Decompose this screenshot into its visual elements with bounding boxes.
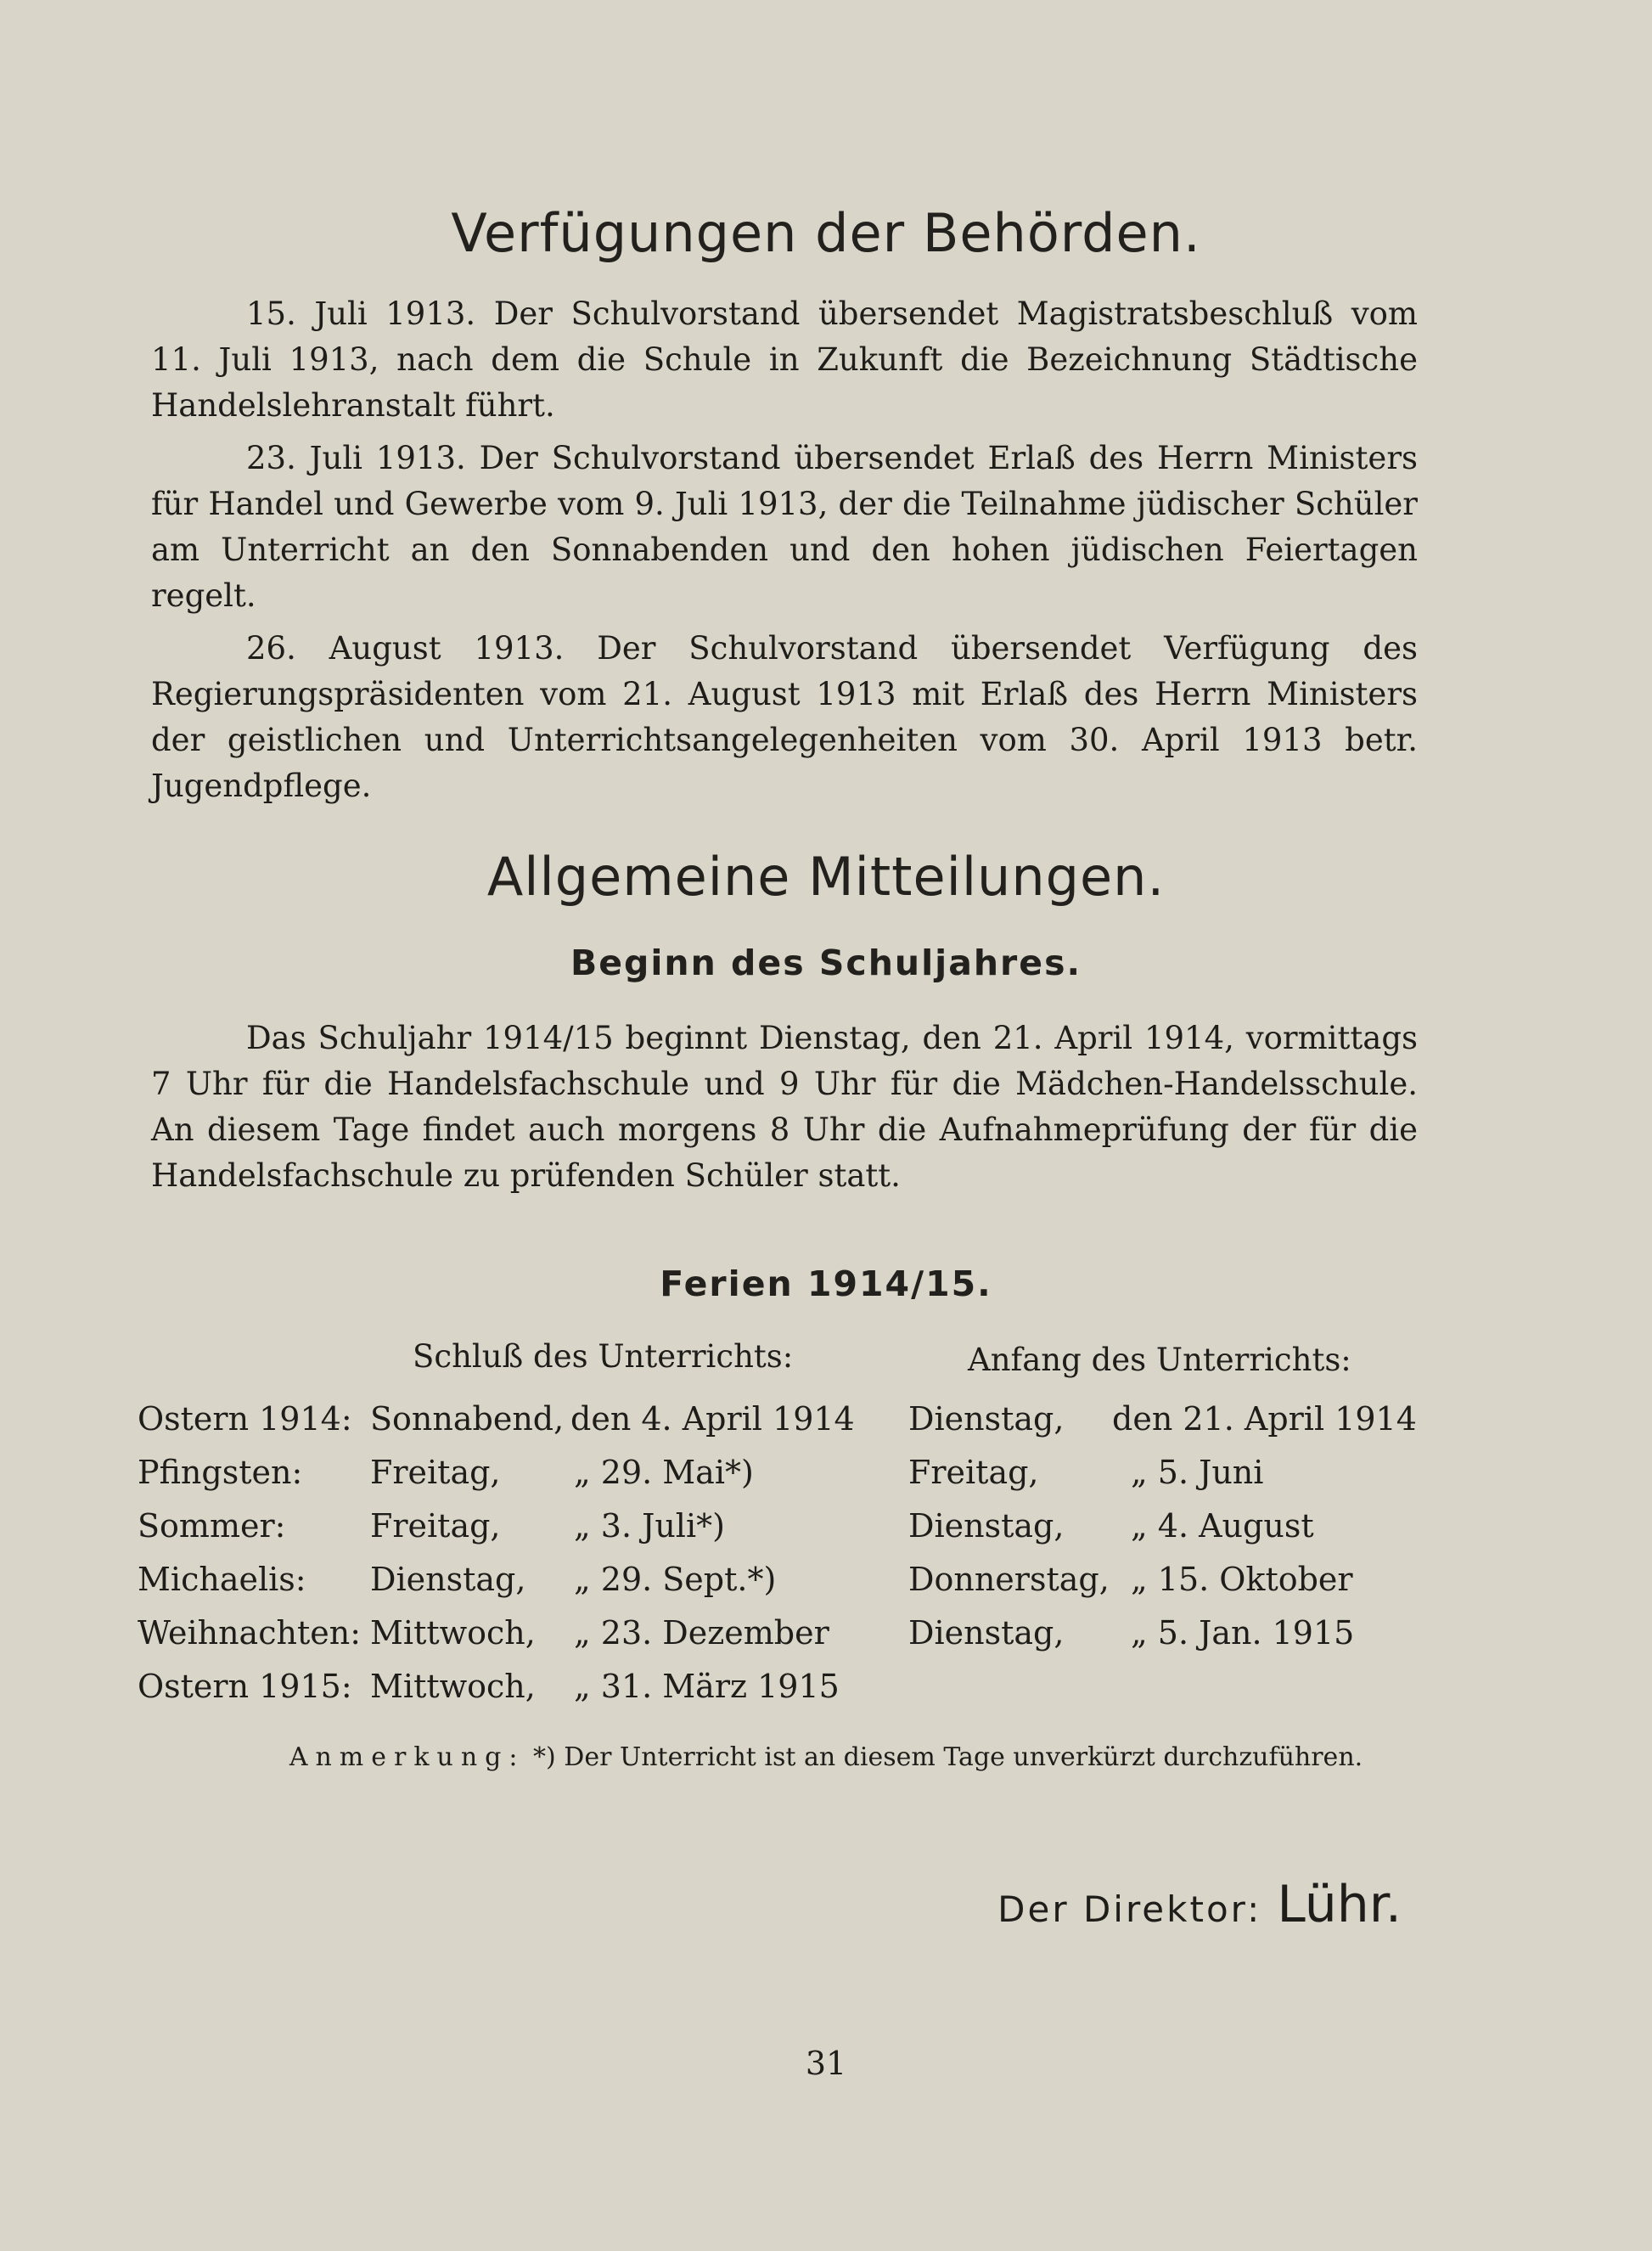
signature-label: Der Direktor: [997, 1888, 1262, 1930]
holiday-name: Michaelis: [138, 1561, 306, 1598]
end-date: „ 29. Sept.*) [574, 1561, 777, 1598]
column-header-anfang: Anfang des Unterrichts: [968, 1342, 1351, 1378]
start-date: „ 15. Oktober [1131, 1561, 1353, 1598]
table-row [0, 1500, 1652, 1552]
signature [997, 1875, 1402, 1934]
holiday-name: Sommer: [138, 1507, 286, 1545]
holiday-name: Ostern 1914: [138, 1400, 352, 1438]
end-date: den 4. April 1914 [570, 1400, 855, 1438]
start-date: „ 5. Jan. 1915 [1131, 1614, 1355, 1652]
table-row [0, 1553, 1652, 1606]
end-date: „ 3. Juli*) [574, 1507, 725, 1545]
start-weekday: Freitag, [908, 1454, 1039, 1491]
start-date: den 21. April 1914 [1112, 1400, 1417, 1438]
end-weekday: Mittwoch, [370, 1668, 536, 1705]
section-title-verfuegungen: Verfügungen der Behörden. [451, 202, 1201, 264]
section-title-mitteilungen: Allgemeine Mitteilungen. [486, 846, 1166, 908]
end-weekday: Mittwoch, [370, 1614, 536, 1652]
decree-entry-2: 23. Juli 1913. Der Schulvorstand übersendet Erlaß des Herrn Ministers für Handel und Gewerbe vom 9. Juli 1913, der die Teilnahme jüdischer Schüler am Unterricht an den Sonnabenden und den hohen jüdischen Feiertagen regelt. [151, 440, 1418, 614]
table-row [0, 1660, 1652, 1713]
end-weekday: Sonnabend, [370, 1400, 565, 1438]
start-date: „ 4. August [1131, 1507, 1314, 1545]
end-weekday: Freitag, [370, 1507, 501, 1545]
footnote-text: *) Der Unterricht ist an diesem Tage unverkürzt durchzuführen. [533, 1742, 1363, 1772]
end-date: „ 29. Mai*) [574, 1454, 754, 1491]
start-weekday: Dienstag, [908, 1507, 1065, 1545]
holiday-name: Ostern 1915: [138, 1668, 352, 1705]
end-weekday: Freitag, [370, 1454, 501, 1491]
decree-entry-1: 15. Juli 1913. Der Schulvorstand übersendet Magistratsbeschluß vom 11. Juli 1913, nach dem die Schule in Zukunft die Bezeichnung Städtische Handelslehranstalt führt. [151, 295, 1418, 424]
start-weekday: Dienstag, [908, 1614, 1065, 1652]
subtitle-ferien: Ferien 1914/15. [660, 1263, 992, 1304]
end-weekday: Dienstag, [370, 1561, 526, 1598]
footnote [0, 1742, 1652, 1772]
start-weekday: Donnerstag, [908, 1561, 1110, 1598]
end-date: „ 23. Dezember [574, 1614, 829, 1652]
start-weekday: Dienstag, [908, 1400, 1065, 1438]
column-header-schluss: Schluß des Unterrichts: [413, 1338, 794, 1375]
table-row [0, 1393, 1652, 1445]
table-row [0, 1607, 1652, 1659]
end-date: „ 31. März 1915 [574, 1668, 840, 1705]
schuljahr-paragraph: Das Schuljahr 1914/15 beginnt Dienstag, den 21. April 1914, vormittags 7 Uhr für die Handelsfachschule und 9 Uhr für die Mädchen-Handelsschule. An diesem Tage findet auch morgens 8 Uhr die Aufnahmeprüfung der für die Handelsfachschule zu prüfenden Schüler statt. [151, 1020, 1418, 1194]
signature-name: Lühr. [1277, 1875, 1402, 1934]
table-row [0, 1446, 1652, 1499]
footnote-label: Anmerkung: [289, 1742, 525, 1772]
page-number: 31 [805, 2045, 847, 2082]
subtitle-schuljahr: Beginn des Schuljahres. [570, 943, 1082, 983]
decree-entry-3: 26. August 1913. Der Schulvorstand übersendet Verfügung des Regierungspräsidenten vom 21. August 1913 mit Erlaß des Herrn Ministers der geistlichen und Unterrichtsangelegenheiten vom 30. April 1913 betr. Jugendpflege. [151, 630, 1418, 804]
holiday-name: Pfingsten: [138, 1454, 303, 1491]
start-date: „ 5. Juni [1131, 1454, 1264, 1491]
holiday-name: Weihnachten: [138, 1614, 361, 1652]
